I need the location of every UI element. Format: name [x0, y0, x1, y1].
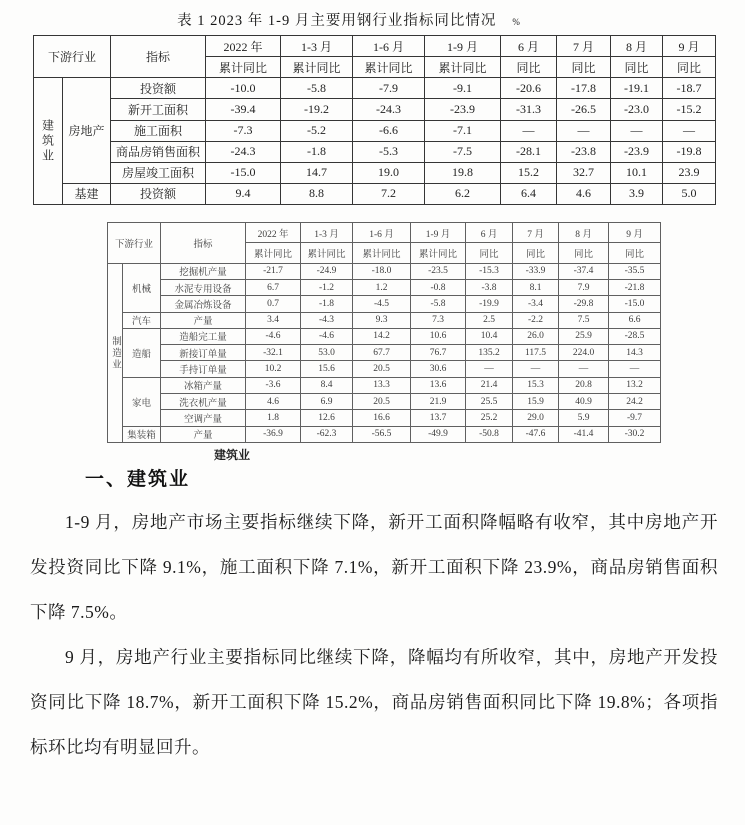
- indicator-cell: 洗衣机产量: [161, 393, 246, 409]
- value-cell: -28.1: [501, 141, 557, 162]
- value-cell: -18.0: [353, 263, 411, 279]
- value-cell: 9.4: [206, 183, 281, 204]
- table-row: [34, 141, 716, 162]
- value-cell: -29.8: [559, 296, 609, 312]
- value-cell: -4.6: [246, 328, 301, 344]
- value-cell: -7.9: [353, 78, 425, 99]
- value-cell: -15.0: [609, 296, 661, 312]
- header-period-cell: 2022 年: [206, 36, 281, 57]
- value-cell: 12.6: [301, 410, 353, 426]
- table-row: [108, 410, 661, 426]
- value-cell: 7.2: [353, 183, 425, 204]
- paragraph-1: 1-9 月，房地产市场主要指标继续下降，新开工面积降幅略有收窄，其中房地产开发投资同比下降 9.1%，施工面积下降 7.1%，新开工面积下降 23.9%，商品房销售面积下降 7.5%。: [30, 512, 718, 622]
- table-row: [108, 361, 661, 377]
- value-cell: 21.9: [411, 393, 466, 409]
- value-cell: -7.5: [425, 141, 501, 162]
- header-indicator-cell: 指标: [111, 36, 206, 78]
- value-cell: 2.5: [466, 312, 513, 328]
- table-row: [108, 296, 661, 312]
- header-sub-cell: 同比: [609, 243, 661, 263]
- value-cell: 24.2: [609, 393, 661, 409]
- value-cell: -35.5: [609, 263, 661, 279]
- value-cell: 25.9: [559, 328, 609, 344]
- value-cell: —: [611, 120, 663, 141]
- value-cell: 29.0: [513, 410, 559, 426]
- table-title: [0, 9, 721, 30]
- indicator-cell: 冰箱产量: [161, 377, 246, 393]
- value-cell: 1.8: [246, 410, 301, 426]
- paragraph-2: 9 月，房地产行业主要指标同比继续下降，降幅均有所收窄，其中，房地产开发投资同比下降 18.7%，新开工面积下降 15.2%，商品房销售面积同比下降 19.8%；各项指标环比均有明显回升。: [30, 647, 718, 757]
- value-cell: 19.8: [425, 162, 501, 183]
- value-cell: -37.4: [559, 263, 609, 279]
- sector-cell: 汽车: [123, 312, 161, 328]
- value-cell: 23.9: [663, 162, 716, 183]
- indicator-cell: 手持订单量: [161, 361, 246, 377]
- value-cell: -6.6: [353, 120, 425, 141]
- value-cell: -19.9: [466, 296, 513, 312]
- value-cell: -41.4: [559, 426, 609, 442]
- header-period-cell: 7 月: [513, 223, 559, 243]
- sector-cell: 造船: [123, 328, 161, 377]
- header-period-cell: 1-3 月: [281, 36, 353, 57]
- indicator-cell: 施工面积: [111, 120, 206, 141]
- value-cell: -3.6: [246, 377, 301, 393]
- header-period-cell: 1-6 月: [353, 36, 425, 57]
- sector-cell: 机械: [123, 263, 161, 312]
- value-cell: -30.2: [609, 426, 661, 442]
- header-sub-cell: 累计同比: [353, 243, 411, 263]
- value-cell: 7.5: [559, 312, 609, 328]
- value-cell: -3.4: [513, 296, 559, 312]
- indicator-cell: 新开工面积: [111, 99, 206, 120]
- indicator-cell: 金属冶炼设备: [161, 296, 246, 312]
- header-period-cell: 6 月: [466, 223, 513, 243]
- table-row: [108, 223, 661, 243]
- header-period-cell: 1-9 月: [411, 223, 466, 243]
- header-sub-cell: 同比: [466, 243, 513, 263]
- value-cell: -19.2: [281, 99, 353, 120]
- value-cell: -1.8: [301, 296, 353, 312]
- value-cell: 224.0: [559, 345, 609, 361]
- indicator-cell: 新接订单量: [161, 345, 246, 361]
- value-cell: 15.2: [501, 162, 557, 183]
- value-cell: -17.8: [557, 78, 611, 99]
- value-cell: -23.9: [611, 141, 663, 162]
- header-sub-cell: 同比: [513, 243, 559, 263]
- header-sub-cell: 同比: [611, 57, 663, 78]
- value-cell: -21.8: [609, 280, 661, 296]
- value-cell: 6.4: [501, 183, 557, 204]
- value-cell: —: [609, 361, 661, 377]
- value-cell: 9.3: [353, 312, 411, 328]
- value-cell: 0.7: [246, 296, 301, 312]
- value-cell: -33.9: [513, 263, 559, 279]
- table-row: [108, 263, 661, 279]
- header-sub-cell: 同比: [501, 57, 557, 78]
- value-cell: 26.0: [513, 328, 559, 344]
- value-cell: -0.8: [411, 280, 466, 296]
- table-row: [34, 36, 716, 57]
- value-cell: -32.1: [246, 345, 301, 361]
- table-row: [34, 78, 716, 99]
- value-cell: -24.3: [353, 99, 425, 120]
- indicator-cell: 产量: [161, 426, 246, 442]
- value-cell: -39.4: [206, 99, 281, 120]
- value-cell: 30.6: [411, 361, 466, 377]
- value-cell: -47.6: [513, 426, 559, 442]
- header-period-cell: 1-9 月: [425, 36, 501, 57]
- value-cell: 6.9: [301, 393, 353, 409]
- table-row: [108, 426, 661, 442]
- value-cell: -23.0: [611, 99, 663, 120]
- value-cell: -49.9: [411, 426, 466, 442]
- value-cell: -19.8: [663, 141, 716, 162]
- value-cell: 3.4: [246, 312, 301, 328]
- value-cell: -4.6: [301, 328, 353, 344]
- value-cell: —: [663, 120, 716, 141]
- value-cell: 67.7: [353, 345, 411, 361]
- indicator-cell: 水泥专用设备: [161, 280, 246, 296]
- value-cell: -23.8: [557, 141, 611, 162]
- indicator-cell: 商品房销售面积: [111, 141, 206, 162]
- value-cell: —: [559, 361, 609, 377]
- value-cell: -5.8: [281, 78, 353, 99]
- header-period-cell: 2022 年: [246, 223, 301, 243]
- header-sub-cell: 累计同比: [206, 57, 281, 78]
- industry-group-cell: 制造业: [108, 263, 123, 442]
- value-cell: -20.6: [501, 78, 557, 99]
- value-cell: 21.4: [466, 377, 513, 393]
- value-cell: -36.9: [246, 426, 301, 442]
- value-cell: -24.3: [206, 141, 281, 162]
- value-cell: 7.3: [411, 312, 466, 328]
- value-cell: 10.2: [246, 361, 301, 377]
- value-cell: 20.8: [559, 377, 609, 393]
- value-cell: —: [513, 361, 559, 377]
- industry-group-cell: 建筑业: [34, 78, 63, 205]
- header-period-cell: 8 月: [559, 223, 609, 243]
- table-row: [108, 377, 661, 393]
- value-cell: 53.0: [301, 345, 353, 361]
- table-row: [34, 99, 716, 120]
- value-cell: 6.7: [246, 280, 301, 296]
- value-cell: 25.5: [466, 393, 513, 409]
- header-sub-cell: 同比: [663, 57, 716, 78]
- value-cell: -19.1: [611, 78, 663, 99]
- value-cell: 4.6: [246, 393, 301, 409]
- value-cell: -26.5: [557, 99, 611, 120]
- value-cell: -4.5: [353, 296, 411, 312]
- value-cell: 15.9: [513, 393, 559, 409]
- value-cell: 4.6: [557, 183, 611, 204]
- value-cell: 25.2: [466, 410, 513, 426]
- header-indicator-cell: 指标: [161, 223, 246, 264]
- value-cell: -1.2: [301, 280, 353, 296]
- table-row: [34, 120, 716, 141]
- value-cell: -9.7: [609, 410, 661, 426]
- value-cell: -23.9: [425, 99, 501, 120]
- value-cell: 8.1: [513, 280, 559, 296]
- value-cell: 15.3: [513, 377, 559, 393]
- sector-cell: 集装箱: [123, 426, 161, 442]
- header-sub-cell: 同比: [559, 243, 609, 263]
- header-period-cell: 9 月: [663, 36, 716, 57]
- table-row: [34, 162, 716, 183]
- value-cell: -15.2: [663, 99, 716, 120]
- value-cell: 14.3: [609, 345, 661, 361]
- header-sub-cell: 累计同比: [246, 243, 301, 263]
- table-row: [108, 345, 661, 361]
- value-cell: 13.7: [411, 410, 466, 426]
- table-title-unit: %: [512, 17, 520, 27]
- value-cell: 7.9: [559, 280, 609, 296]
- value-cell: 8.4: [301, 377, 353, 393]
- value-cell: -5.2: [281, 120, 353, 141]
- value-cell: -62.3: [301, 426, 353, 442]
- value-cell: 10.6: [411, 328, 466, 344]
- header-sub-cell: 累计同比: [301, 243, 353, 263]
- value-cell: -9.1: [425, 78, 501, 99]
- value-cell: 20.5: [353, 393, 411, 409]
- value-cell: 16.6: [353, 410, 411, 426]
- table-manufacturing-industry: [107, 222, 661, 443]
- value-cell: 6.2: [425, 183, 501, 204]
- header-period-cell: 1-3 月: [301, 223, 353, 243]
- value-cell: 1.2: [353, 280, 411, 296]
- table-row: [108, 393, 661, 409]
- value-cell: -18.7: [663, 78, 716, 99]
- value-cell: 76.7: [411, 345, 466, 361]
- indicator-cell: 造船完工量: [161, 328, 246, 344]
- value-cell: 5.0: [663, 183, 716, 204]
- value-cell: -10.0: [206, 78, 281, 99]
- value-cell: 10.4: [466, 328, 513, 344]
- value-cell: 117.5: [513, 345, 559, 361]
- value-cell: 19.0: [353, 162, 425, 183]
- value-cell: 13.2: [609, 377, 661, 393]
- value-cell: -23.5: [411, 263, 466, 279]
- header-period-cell: 7 月: [557, 36, 611, 57]
- value-cell: 6.6: [609, 312, 661, 328]
- value-cell: -15.0: [206, 162, 281, 183]
- value-cell: -24.9: [301, 263, 353, 279]
- value-cell: -2.2: [513, 312, 559, 328]
- header-period-cell: 1-6 月: [353, 223, 411, 243]
- table-row: [108, 328, 661, 344]
- indicator-cell: 空调产量: [161, 410, 246, 426]
- value-cell: 15.6: [301, 361, 353, 377]
- header-period-cell: 8 月: [611, 36, 663, 57]
- table-row: [108, 312, 661, 328]
- value-cell: 14.7: [281, 162, 353, 183]
- value-cell: -7.1: [425, 120, 501, 141]
- indicator-cell: 产量: [161, 312, 246, 328]
- value-cell: -4.3: [301, 312, 353, 328]
- indicator-cell: 挖掘机产量: [161, 263, 246, 279]
- header-sub-cell: 累计同比: [353, 57, 425, 78]
- value-cell: 14.2: [353, 328, 411, 344]
- value-cell: 3.9: [611, 183, 663, 204]
- indicator-cell: 投资额: [111, 183, 206, 204]
- value-cell: -28.5: [609, 328, 661, 344]
- table-row: [34, 183, 716, 204]
- body-text: [30, 500, 718, 770]
- value-cell: -7.3: [206, 120, 281, 141]
- value-cell: 10.1: [611, 162, 663, 183]
- table-title-text: 表 1 2023 年 1-9 月主要用钢行业指标同比情况: [177, 13, 497, 29]
- header-period-cell: 6 月: [501, 36, 557, 57]
- indicator-cell: 投资额: [111, 78, 206, 99]
- sector-cell: 房地产: [63, 78, 111, 184]
- value-cell: —: [501, 120, 557, 141]
- table-construction-industry: [33, 35, 716, 205]
- header-sub-cell: 累计同比: [281, 57, 353, 78]
- value-cell: 13.3: [353, 377, 411, 393]
- value-cell: —: [466, 361, 513, 377]
- value-cell: -5.3: [353, 141, 425, 162]
- value-cell: -50.8: [466, 426, 513, 442]
- sector-cell: 基建: [63, 183, 111, 204]
- value-cell: -1.8: [281, 141, 353, 162]
- value-cell: 8.8: [281, 183, 353, 204]
- table-row: [108, 280, 661, 296]
- value-cell: —: [557, 120, 611, 141]
- value-cell: 13.6: [411, 377, 466, 393]
- header-sub-cell: 累计同比: [411, 243, 466, 263]
- indicator-cell: 房屋竣工面积: [111, 162, 206, 183]
- value-cell: 135.2: [466, 345, 513, 361]
- header-period-cell: 9 月: [609, 223, 661, 243]
- header-industry-cell: 下游行业: [108, 223, 161, 264]
- header-sub-cell: 累计同比: [425, 57, 501, 78]
- value-cell: -31.3: [501, 99, 557, 120]
- value-cell: -21.7: [246, 263, 301, 279]
- value-cell: -5.8: [411, 296, 466, 312]
- header-sub-cell: 同比: [557, 57, 611, 78]
- header-industry-cell: 下游行业: [34, 36, 111, 78]
- sector-cell: 家电: [123, 377, 161, 426]
- section-heading: 一、建筑业: [85, 468, 191, 490]
- value-cell: -3.8: [466, 280, 513, 296]
- value-cell: -15.3: [466, 263, 513, 279]
- value-cell: 32.7: [557, 162, 611, 183]
- value-cell: 20.5: [353, 361, 411, 377]
- value-cell: -56.5: [353, 426, 411, 442]
- value-cell: 40.9: [559, 393, 609, 409]
- clipped-caption-text: 建筑业: [214, 448, 251, 462]
- value-cell: 5.9: [559, 410, 609, 426]
